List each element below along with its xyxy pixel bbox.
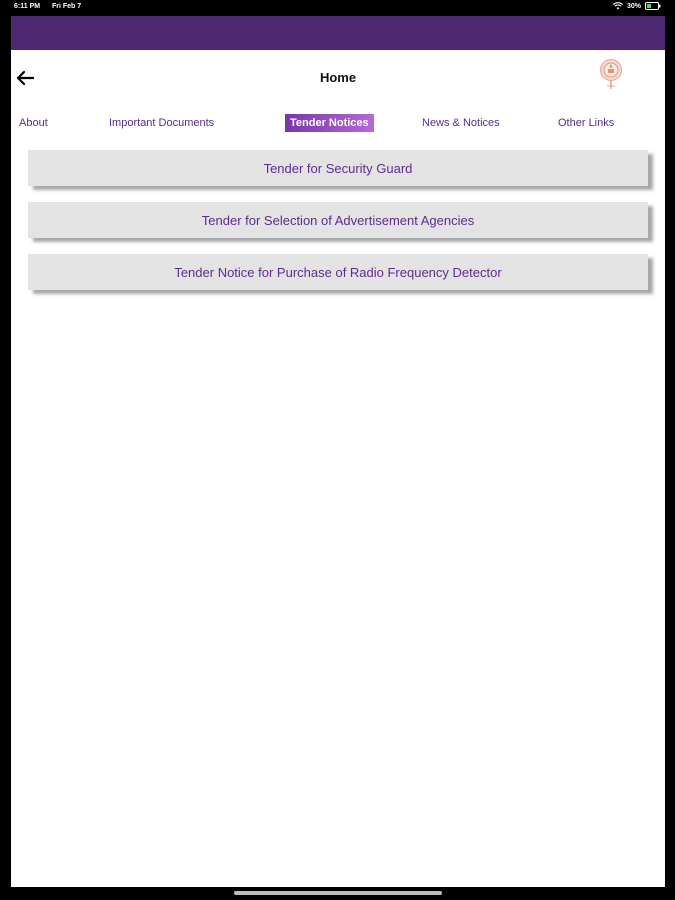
tender-list: [28, 150, 648, 306]
battery-percent: 30%: [626, 2, 641, 10]
battery-icon: [645, 2, 661, 10]
emblem-logo-icon: [597, 58, 625, 92]
nav-row: [11, 62, 665, 92]
tab-other-links[interactable]: Other Links: [558, 117, 615, 129]
app-screen: [11, 16, 665, 887]
tab-about[interactable]: About: [19, 117, 48, 129]
tab-bar: [11, 114, 665, 132]
tender-list-item[interactable]: Tender Notice for Purchase of Radio Frequency Detector: [28, 254, 648, 290]
tab-tender-notices[interactable]: Tender Notices: [285, 114, 374, 132]
tab-important-documents[interactable]: Important Documents: [109, 117, 215, 129]
app-header-bar: [11, 16, 665, 50]
page-title: Home: [319, 70, 357, 85]
wifi-icon: [613, 2, 623, 10]
tender-list-item[interactable]: Tender for Selection of Advertisement Agencies: [28, 202, 648, 238]
home-indicator: [234, 891, 442, 895]
tab-news-notices[interactable]: News & Notices: [422, 117, 500, 129]
status-bar: [0, 0, 675, 14]
status-right: [613, 2, 661, 10]
tender-list-item[interactable]: Tender for Security Guard: [28, 150, 648, 186]
status-date: Fri Feb 7: [52, 3, 82, 10]
status-time: 6:11 PM: [14, 3, 41, 10]
